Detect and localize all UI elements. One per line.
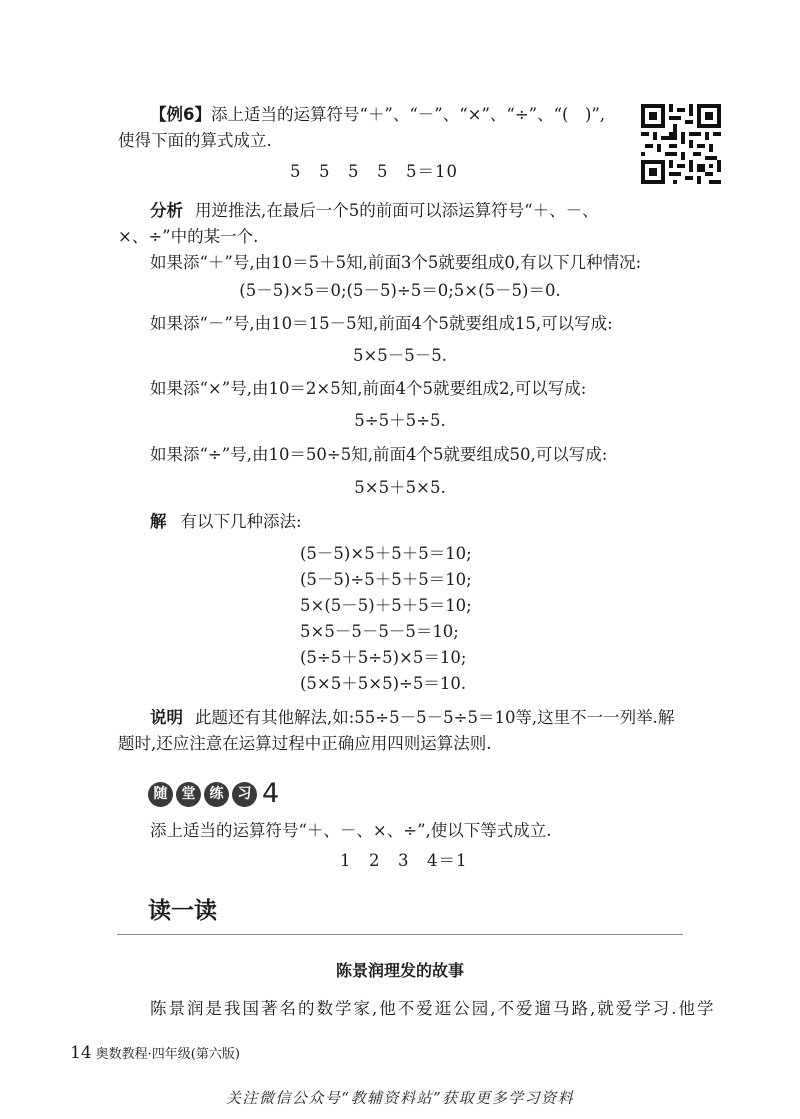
example-equation: 5 5 5 5 5＝10 <box>290 162 458 181</box>
solution-line <box>150 511 302 533</box>
solution-formula: 5×(5－5)＋5＋5＝10; <box>300 596 472 615</box>
book-title: 奥数教程·四年级(第六版) <box>95 1047 240 1062</box>
solution-formula: (5－5)÷5＋5＋5＝10; <box>300 570 472 589</box>
watermark-text: 关注微信公众号“教辅资料站”获取更多学习资料 <box>225 1089 575 1107</box>
story-text: 陈景润是我国著名的数学家,他不爱逛公园,不爱遛马路,就爱学习.他学 <box>150 999 716 1018</box>
analysis-label: 分析 <box>150 201 183 220</box>
analysis-line2: ×、÷”中的某一个. <box>118 227 259 246</box>
case-plus-text: 如果添“＋”号,由10＝5＋5知,前面3个5就要组成0,有以下几种情况: <box>150 253 642 272</box>
practice-badge-char: 习 <box>232 782 257 807</box>
practice-number: 4 <box>262 778 280 809</box>
example-title-line1 <box>150 104 605 126</box>
analysis-text: 用逆推法,在最后一个5的前面可以添运算符号“＋、－、 <box>195 201 599 220</box>
case-div-formula: 5×5＋5×5. <box>354 478 446 497</box>
practice-badge-char: 堂 <box>176 782 201 807</box>
practice-badge-char: 随 <box>148 782 173 807</box>
note-line2: 题时,还应注意在运算过程中正确应用四则运算法则. <box>118 734 492 753</box>
solution-label: 解 <box>150 512 167 531</box>
solution-formula: 5×5－5－5－5＝10; <box>300 622 459 641</box>
example-title-line2: 使得下面的算式成立. <box>118 131 272 150</box>
analysis-line1 <box>150 200 599 222</box>
solution-formula: (5÷5＋5÷5)×5＝10; <box>300 648 467 667</box>
practice-badge-char: 练 <box>204 782 229 807</box>
example-title-text: 添上适当的运算符号“＋”、“－”、“×”、“÷”、“( )”, <box>210 105 606 124</box>
solution-formula: (5－5)×5＋5＋5＝10; <box>300 544 472 563</box>
section-divider <box>117 934 683 935</box>
practice-equation: 1 2 3 4＝1 <box>340 851 468 870</box>
practice-prompt: 添上适当的运算符号“＋、－、×、÷”,使以下等式成立. <box>150 821 552 840</box>
solution-formula: (5×5＋5×5)÷5＝10. <box>300 674 467 693</box>
case-minus-formula: 5×5－5－5. <box>352 346 448 365</box>
case-minus-text: 如果添“－”号,由10＝15－5知,前面4个5就要组成15,可以写成: <box>150 314 613 333</box>
note-text: 此题还有其他解法,如:55÷5－5－5÷5＝10等,这里不一一列举.解 <box>195 708 675 727</box>
page-number: 14 <box>70 1043 92 1063</box>
example-label: 【例6】 <box>150 105 211 124</box>
solution-intro: 有以下几种添法: <box>180 512 302 531</box>
story-title: 陈景润理发的故事 <box>335 961 464 980</box>
case-plus-formula: (5－5)×5＝0;(5－5)÷5＝0;5×(5－5)＝0. <box>239 281 561 300</box>
note-line1 <box>150 707 674 729</box>
case-div-text: 如果添“÷”号,由10＝50÷5知,前面4个5就要组成50,可以写成: <box>150 445 608 464</box>
note-label: 说明 <box>150 708 183 727</box>
case-times-formula: 5÷5＋5÷5. <box>354 411 446 430</box>
case-times-text: 如果添“×”号,由10＝2×5知,前面4个5就要组成2,可以写成: <box>150 379 587 398</box>
qr-code-icon <box>641 104 721 184</box>
section-title: 读一读 <box>148 898 217 924</box>
page-footer <box>70 1044 240 1064</box>
practice-badge <box>148 780 279 808</box>
